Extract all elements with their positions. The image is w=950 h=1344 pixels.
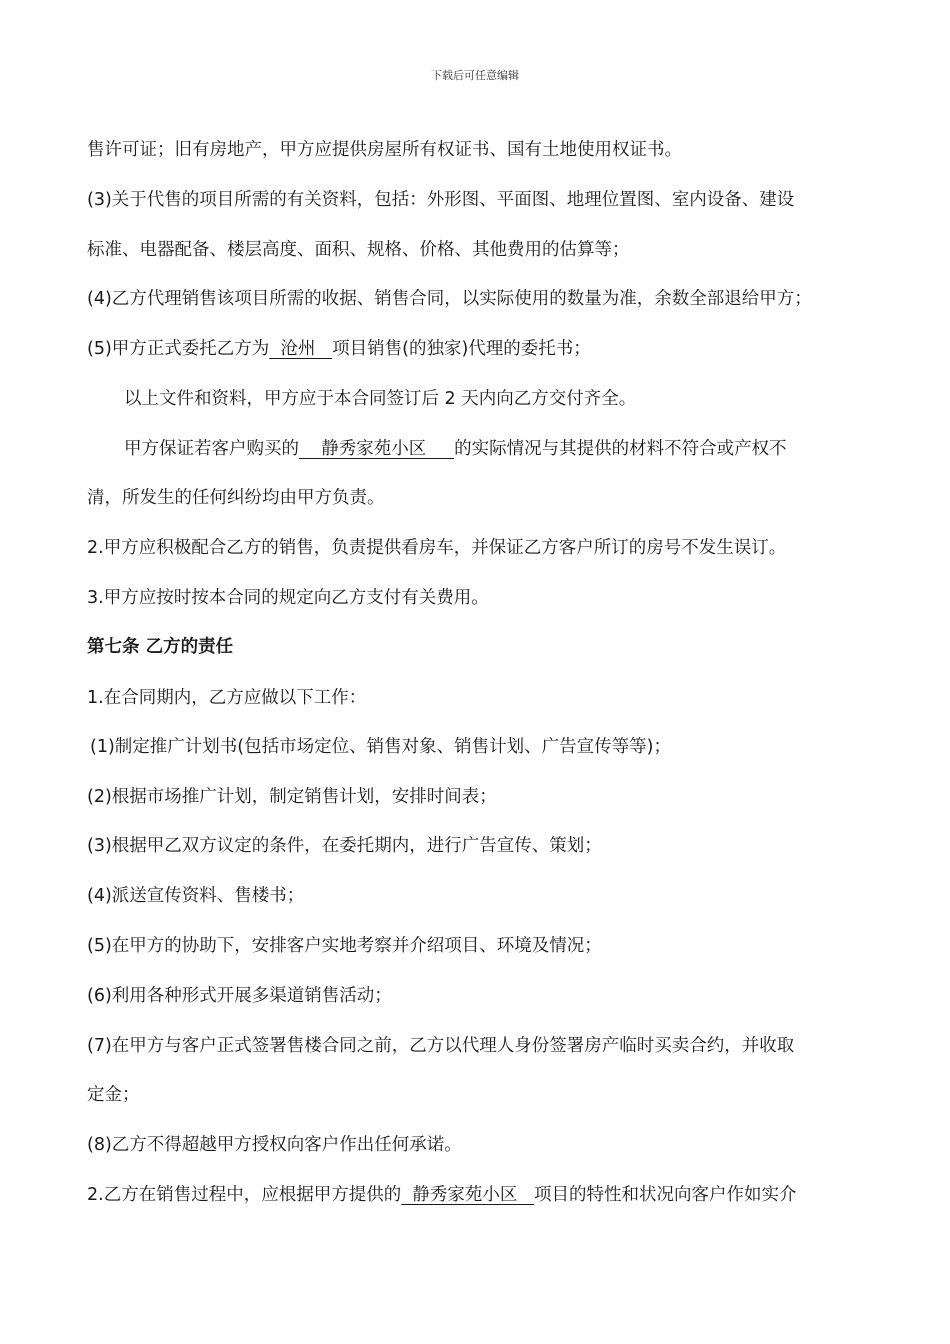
line-text: 的实际情况与其提供的材料不符合或产权不 <box>454 439 787 459</box>
list-item: (3)根据甲乙双方议定的条件，在委托期内，进行广告宣传、策划； <box>87 836 602 856</box>
line-text: 项目销售(的独家)代理的委托书； <box>332 339 591 359</box>
paragraph-line: (4)乙方代理销售该项目所需的收据、销售合同，以实际使用的数量为准，余数全部退给甲方； <box>87 289 812 309</box>
paragraph-line: (3)关于代售的项目所需的有关资料，包括：外形图、平面图、地理位置图、室内设备、建设 <box>87 190 795 210</box>
paragraph-line <box>87 1182 797 1208</box>
paragraph-line <box>87 336 591 362</box>
fill-in-blank-location: 沧州 <box>269 339 333 359</box>
fill-in-blank-project: 静秀家苑小区 <box>401 1185 535 1205</box>
line-text: 甲方保证若客户购买的 <box>124 439 299 459</box>
list-item: (5)在甲方的协助下，安排客户实地考察并介绍项目、环境及情况； <box>87 936 602 956</box>
list-item: (1)制定推广计划书(包括市场定位、销售对象、销售计划、广告宣传等等)； <box>90 737 671 757</box>
list-item: (2)根据市场推广计划，制定销售计划，安排时间表； <box>87 787 497 807</box>
line-text: (5)甲方正式委托乙方为 <box>87 339 270 359</box>
line-text: 项目的特性和状况向客户作如实介 <box>534 1185 797 1205</box>
paragraph-line: 以上文件和资料，甲方应于本合同签订后 2 天内向乙方交付齐全。 <box>124 389 637 409</box>
paragraph-line: 3.甲方应按时按本合同的规定向乙方支付有关费用。 <box>87 588 489 608</box>
paragraph-line: 清，所发生的任何纠纷均由甲方负责。 <box>87 488 385 508</box>
paragraph-line: 2.甲方应积极配合乙方的销售，负责提供看房车，并保证乙方客户所订的房号不发生误订。 <box>87 538 787 558</box>
line-text: 2.乙方在销售过程中，应根据甲方提供的 <box>87 1185 402 1205</box>
list-item: (7)在甲方与客户正式签署售楼合同之前，乙方以代理人身份签署房产临时买卖合约，并收取 <box>87 1036 795 1056</box>
paragraph-line <box>124 436 787 462</box>
paragraph-line: 标准、电器配备、楼层高度、面积、规格、价格、其他费用的估算等； <box>87 240 630 260</box>
fill-in-blank-project: 静秀家苑小区 <box>299 439 455 459</box>
list-item: (8)乙方不得超越甲方授权向客户作出任何承诺。 <box>87 1135 462 1155</box>
page-header: 下载后可任意编辑 <box>431 69 519 82</box>
list-item: (4)派送宣传资料、售楼书； <box>87 886 305 906</box>
paragraph-line: 售许可证；旧有房地产，甲方应提供房屋所有权证书、国有土地使用权证书。 <box>87 140 682 160</box>
section-heading: 第七条 乙方的责任 <box>87 637 234 657</box>
list-item: 定金； <box>87 1085 140 1105</box>
paragraph-line: 1.在合同期内，乙方应做以下工作： <box>87 688 367 708</box>
list-item: (6)利用各种形式开展多渠道销售活动； <box>87 986 392 1006</box>
